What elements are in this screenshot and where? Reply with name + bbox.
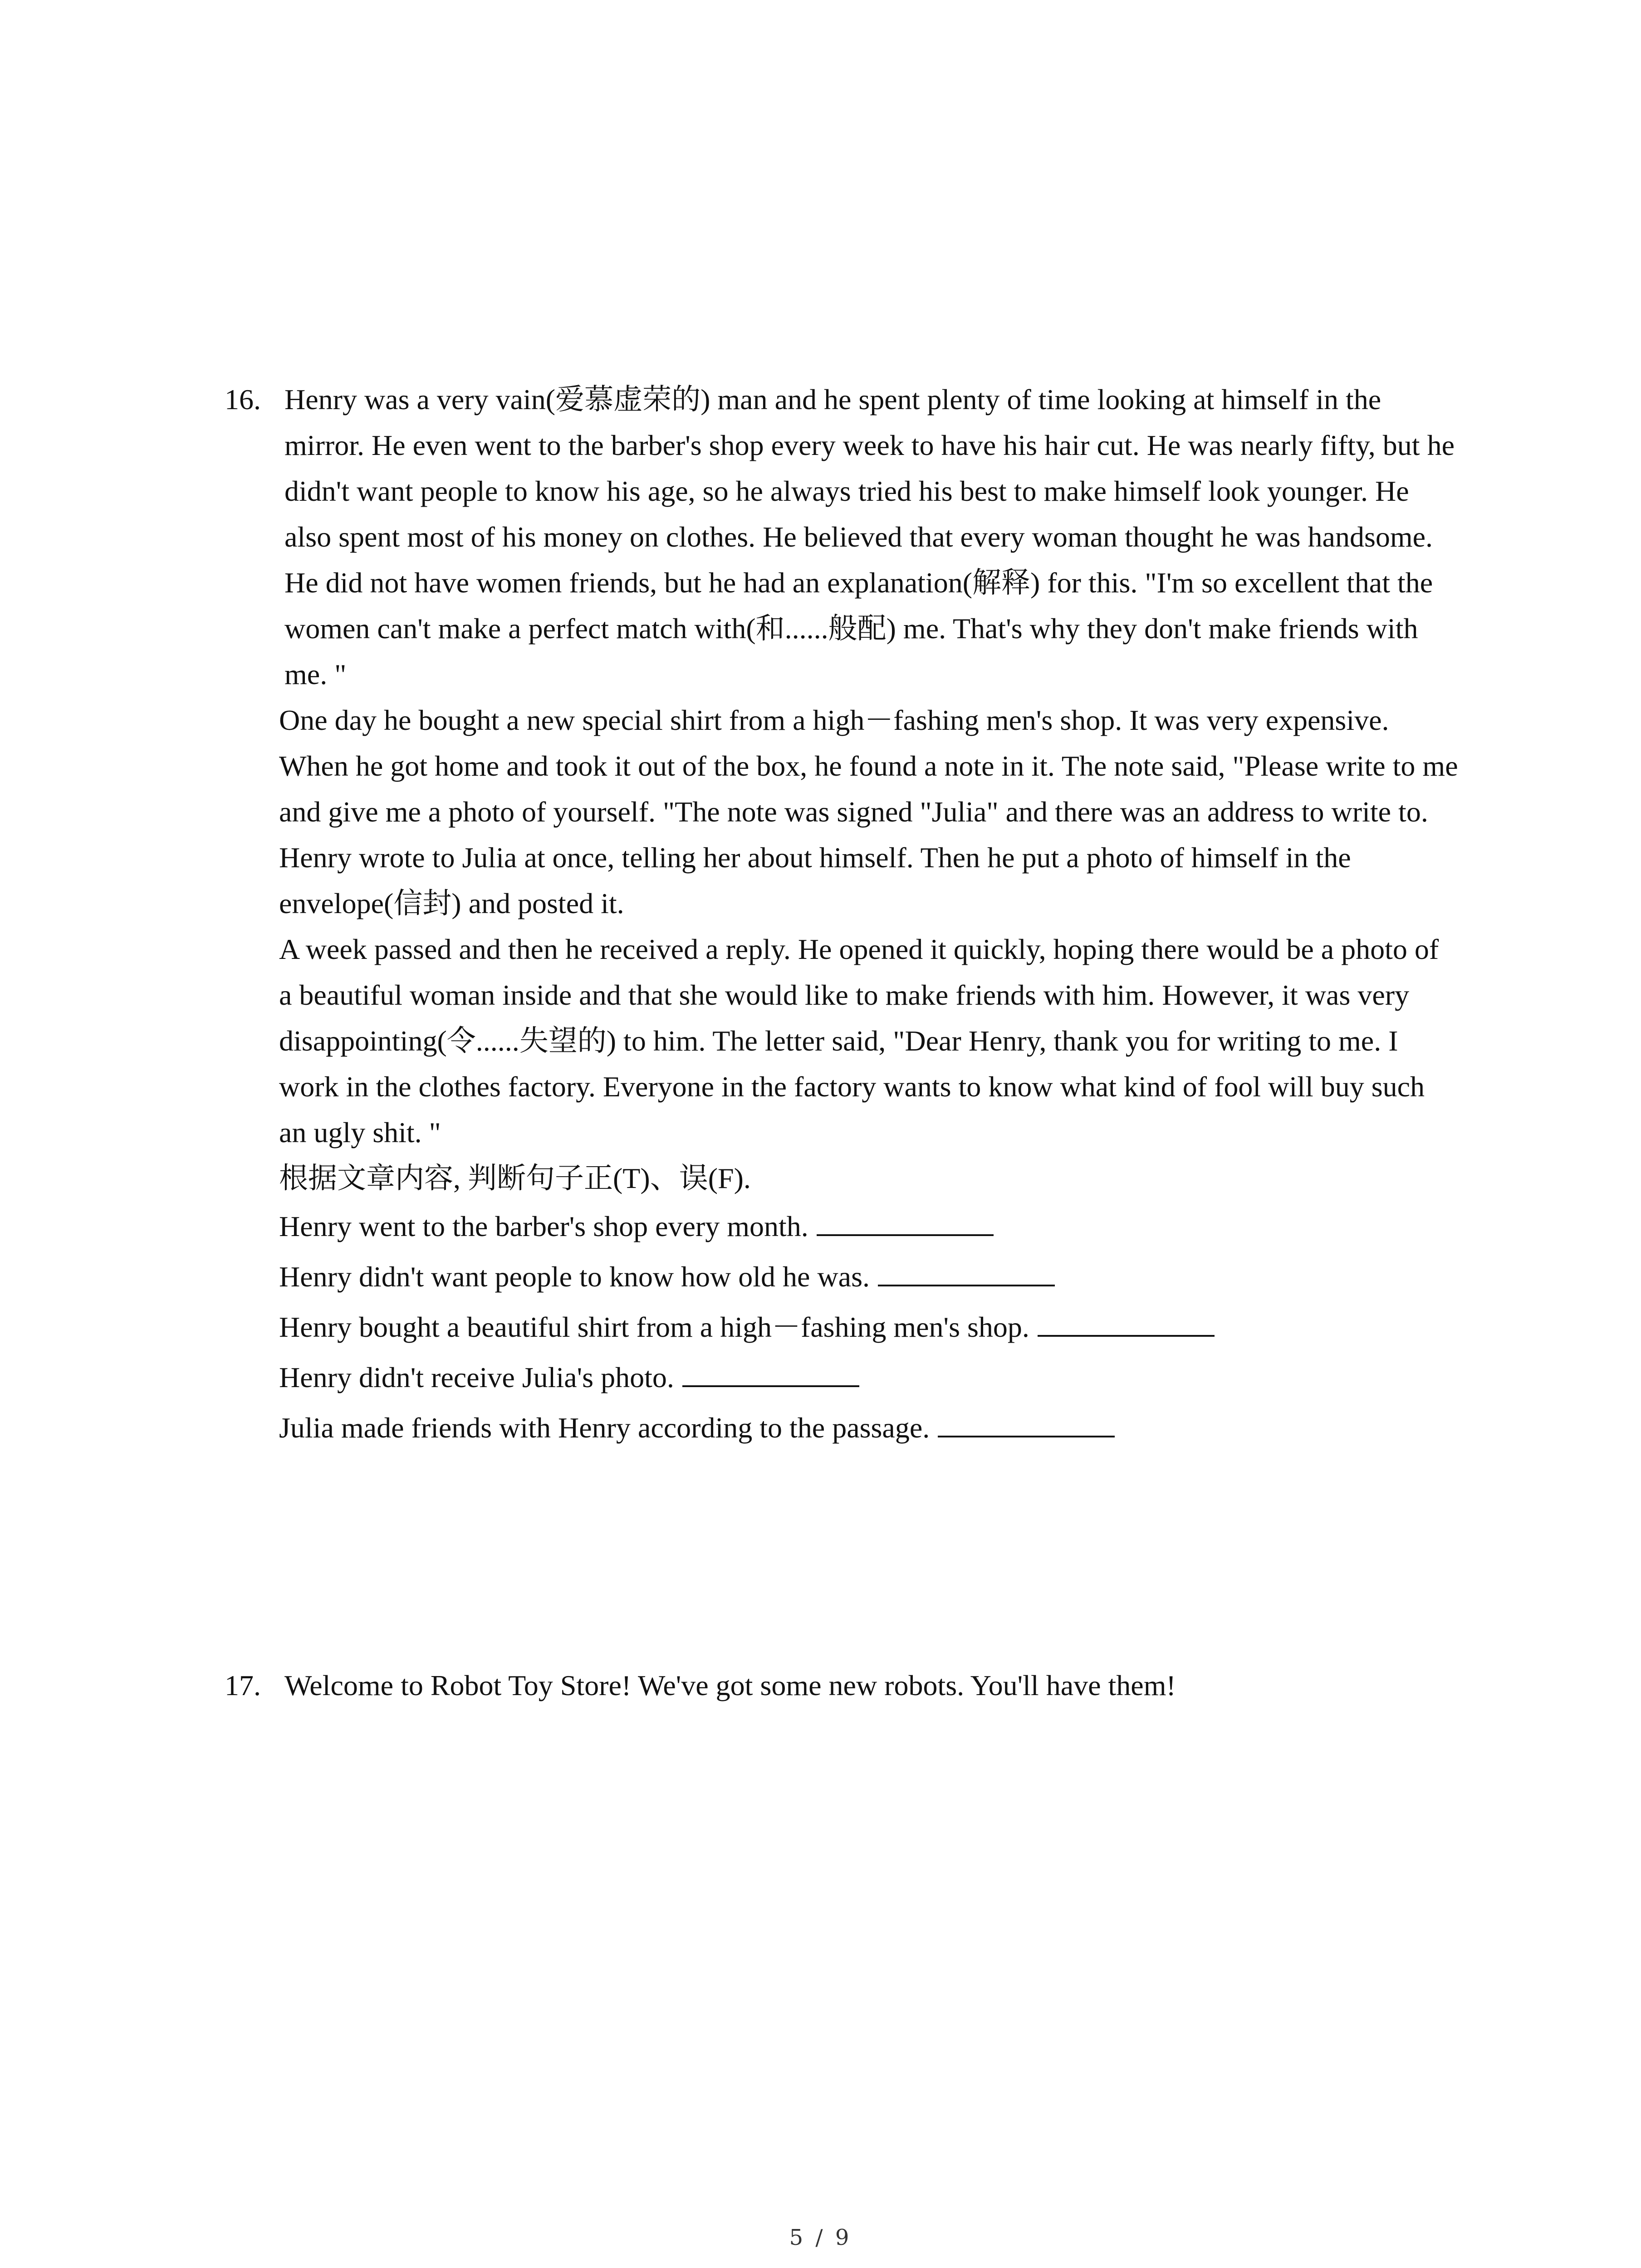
passage-paragraph-2: One day he bought a new special shirt from a high－fashing men's shop. It was very expensive. When he got home and took it out of the box, he found a note in it. The note said, "Please write to me and give me a photo of yourself. "The note was signed "Julia" and there was an address to write to. Henry wrote to Julia at once, telling her about himself. Then he put a photo of himself in the envelope(信封) and posted it. [279, 704, 1458, 919]
page-number: 5 / 9 [789, 2225, 852, 2250]
statement-text: Henry didn't want people to know how old he was. [279, 1261, 870, 1293]
passage-paragraph-1: Henry was a very vain(爱慕虚荣的) man and he spent plenty of time looking at himself in the mirror. He even went to the barber's shop every week to have his hair cut. He was nearly fifty, but he didn't want people to know his age, so he always tried his best to make himself look younger. He also spent most of his money on clothes. He believed that every woman thought he was handsome. He did not have women friends, but he had an explanation(解释) for this. "I'm so excellent that the women can't make a perfect match with(和......般配) me. That's why they don't make friends with me. " [284, 383, 1455, 690]
answer-blank[interactable] [1038, 1308, 1215, 1337]
question-number: 17. [225, 1669, 261, 1701]
answer-blank[interactable] [878, 1257, 1055, 1286]
statement-5 [279, 1403, 1459, 1453]
statement-text: Henry bought a beautiful shirt from a high－fashing men's shop. [279, 1311, 1029, 1343]
statement-2 [279, 1251, 1459, 1302]
passage-paragraph-3: A week passed and then he received a reply. He opened it quickly, hoping there would be a photo of a beautiful woman inside and that she would like to make friends with him. However, it was very disappointing(令......失望的) to him. The letter said, "Dear Henry, thank you for writing to me. I work in the clothes factory. Everyone in the factory wants to know what kind of fool will buy such an ugly shit. " [279, 933, 1439, 1149]
answer-blank[interactable] [938, 1408, 1115, 1437]
statement-text: Henry went to the barber's shop every month. [279, 1210, 808, 1242]
statement-text: Julia made friends with Henry according to the passage. [279, 1412, 930, 1444]
question-17 [225, 1662, 1459, 1708]
question-body [279, 1662, 1459, 1708]
answer-blank[interactable] [682, 1358, 859, 1387]
question-number: 16. [225, 383, 261, 415]
instruction-text: 根据文章内容, 判断句子正(T)、误(F). [279, 1162, 751, 1194]
question-body [279, 376, 1459, 1453]
answer-blank[interactable] [817, 1207, 994, 1236]
statement-3 [279, 1302, 1459, 1352]
statement-text: Henry didn't receive Julia's photo. [279, 1361, 674, 1393]
statement-1 [279, 1201, 1459, 1251]
question-text: Welcome to Robot Toy Store! We've got some new robots. You'll have them! [284, 1669, 1176, 1701]
statement-4 [279, 1352, 1459, 1403]
question-16 [225, 376, 1459, 1453]
